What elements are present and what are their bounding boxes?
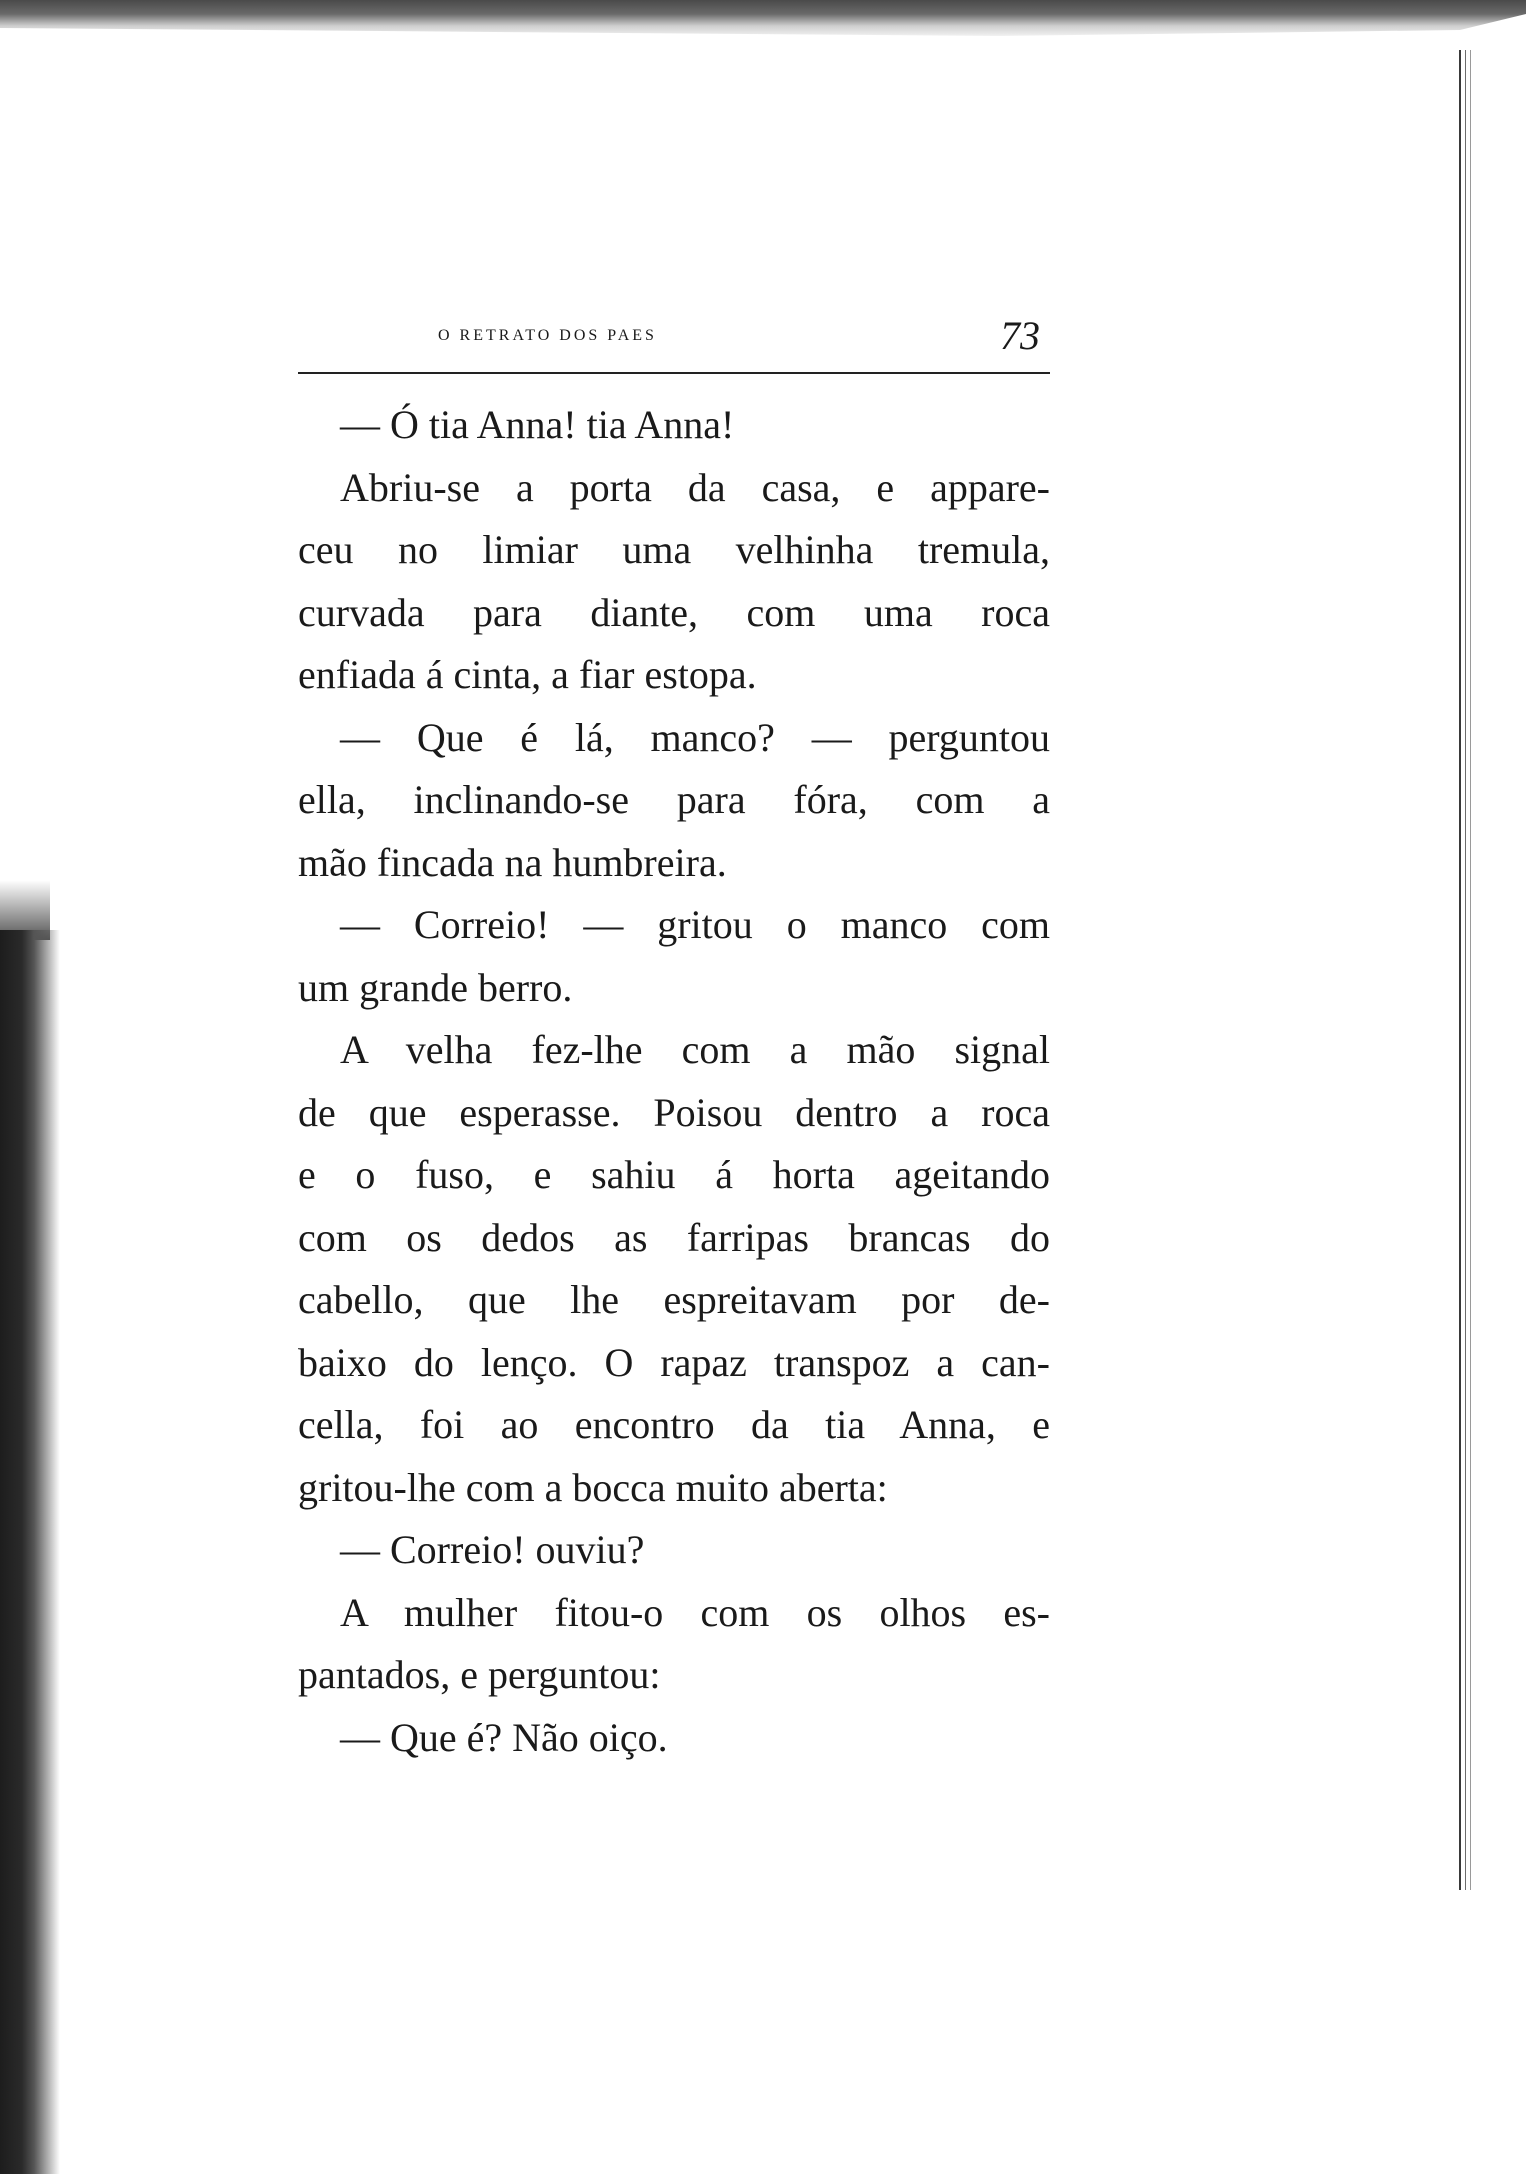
text-line: gritou-lhe com a bocca muito aberta: [298, 1464, 888, 1510]
scan-top-edge-shadow [0, 0, 1526, 40]
text-line: — Correio! — gritou o manco com [340, 902, 1050, 947]
scan-right-page-edges [1455, 50, 1475, 1890]
running-head [298, 313, 1050, 374]
text-line: A mulher fitou-o com os olhos es- [340, 1589, 1050, 1635]
text-line: — Que é? Não oiço. [340, 1714, 668, 1760]
text-line: mão fincada na humbreira. [298, 839, 727, 885]
text-line: com os dedos as farripas brancas do [298, 1214, 1050, 1260]
text-line: curvada para diante, com uma roca [298, 589, 1050, 635]
text-line: ceu no limiar uma velhinha tremula, [298, 527, 1050, 572]
page-number: 73 [1000, 313, 1040, 358]
text-line: de que esperasse. Poisou dentro a roca [298, 1089, 1050, 1135]
scan-left-edge-shadow [0, 930, 60, 2174]
text-line: Abriu-se a porta da casa, e appare- [340, 464, 1050, 510]
text-line: A velha fez-lhe com a mão signal [340, 1027, 1050, 1072]
text-line: pantados, e perguntou: [298, 1652, 661, 1697]
text-line: enfiada á cinta, a fiar estopa. [298, 652, 757, 697]
body-text [298, 394, 1050, 1769]
text-line: cella, foi ao encontro da tia Anna, e [298, 1402, 1050, 1447]
text-line: — Correio! ouviu? [340, 1527, 645, 1572]
text-line: — Ó tia Anna! tia Anna! [340, 402, 735, 447]
text-line: baixo do lenço. O rapaz transpoz a can- [298, 1339, 1050, 1385]
page-edge-line [1465, 50, 1466, 1890]
running-title: o retrato dos paes [438, 320, 657, 345]
page-edge-line [1459, 50, 1461, 1890]
text-line: ella, inclinando-se para fóra, com a [298, 777, 1050, 822]
header-rule [298, 372, 1050, 374]
text-line: um grande berro. [298, 964, 573, 1010]
text-line: cabello, que lhe espreitavam por de- [298, 1277, 1050, 1322]
text-line: e o fuso, e sahiu á horta ageitando [298, 1152, 1050, 1197]
book-page [298, 313, 1050, 1769]
page-edge-line [1470, 50, 1471, 1890]
text-line: — Que é lá, manco? — perguntou [340, 714, 1050, 760]
